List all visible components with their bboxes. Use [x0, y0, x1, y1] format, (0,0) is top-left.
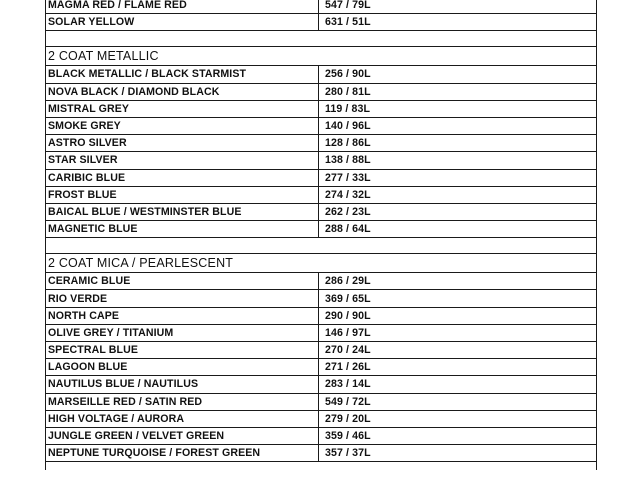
table-row: [45, 308, 597, 325]
paint-code: 547 / 79L: [325, 0, 371, 12]
paint-code: 256 / 90L: [325, 68, 371, 81]
paint-code: 631 / 51L: [325, 16, 371, 29]
table-row: [45, 342, 597, 359]
paint-code-table: [45, 0, 597, 462]
table-row: [45, 290, 597, 307]
color-name: LAGOON BLUE: [45, 359, 319, 375]
table-row: [45, 394, 597, 411]
paint-code: 270 / 24L: [325, 344, 371, 357]
table-row: [45, 152, 597, 169]
paint-code: 357 / 37L: [325, 447, 371, 460]
color-name: HIGH VOLTAGE / AURORA: [45, 411, 319, 427]
section-spacer: [45, 31, 597, 47]
table-row: [45, 0, 597, 14]
color-name: CARIBIC BLUE: [45, 170, 319, 186]
table-row: [45, 118, 597, 135]
paint-code: 283 / 14L: [325, 378, 371, 391]
table-row: [45, 359, 597, 376]
color-name: MISTRAL GREY: [45, 101, 319, 117]
color-name: BLACK METALLIC / BLACK STARMIST: [45, 66, 319, 82]
table-row: [45, 204, 597, 221]
paint-code: 279 / 20L: [325, 412, 371, 425]
table-row: [45, 428, 597, 445]
paint-code: 274 / 32L: [325, 188, 371, 201]
color-name: OLIVE GREY / TITANIUM: [45, 325, 319, 341]
table-row: [45, 273, 597, 290]
table-row: [45, 221, 597, 238]
table-row: [45, 14, 597, 31]
color-name: RIO VERDE: [45, 290, 319, 306]
color-name: MAGMA RED / FLAME RED: [45, 0, 319, 13]
table-row: [45, 445, 597, 462]
color-name: MARSEILLE RED / SATIN RED: [45, 394, 319, 410]
color-name: NOVA BLACK / DIAMOND BLACK: [45, 84, 319, 100]
color-name: SOLAR YELLOW: [45, 14, 319, 30]
color-name: JUNGLE GREEN / VELVET GREEN: [45, 428, 319, 444]
paint-code: 290 / 90L: [325, 309, 371, 322]
paint-code: 288 / 64L: [325, 223, 371, 236]
table-row: [45, 66, 597, 83]
section-heading-metallic: 2 COAT METALLIC: [45, 47, 597, 66]
color-name: NEPTUNE TURQUOISE / FOREST GREEN: [45, 445, 319, 461]
table-row: [45, 84, 597, 101]
color-name: CERAMIC BLUE: [45, 273, 319, 289]
paint-code: 138 / 88L: [325, 154, 371, 167]
color-name: MAGNETIC BLUE: [45, 221, 319, 237]
table-row: [45, 411, 597, 428]
color-name: FROST BLUE: [45, 187, 319, 203]
color-name: NORTH CAPE: [45, 308, 319, 324]
paint-code: 271 / 26L: [325, 361, 371, 374]
paint-code: 359 / 46L: [325, 430, 371, 443]
color-name: SPECTRAL BLUE: [45, 342, 319, 358]
color-name: SMOKE GREY: [45, 118, 319, 134]
paint-code: 286 / 29L: [325, 275, 371, 288]
table-row: [45, 135, 597, 152]
table-row: [45, 101, 597, 118]
table-row: [45, 170, 597, 187]
paint-code: 549 / 72L: [325, 395, 371, 408]
table-row: [45, 325, 597, 342]
color-name: ASTRO SILVER: [45, 135, 319, 151]
paint-code: 140 / 96L: [325, 120, 371, 133]
paint-code: 128 / 86L: [325, 137, 371, 150]
color-name: BAICAL BLUE / WESTMINSTER BLUE: [45, 204, 319, 220]
paint-code: 262 / 23L: [325, 205, 371, 218]
paint-code: 369 / 65L: [325, 292, 371, 305]
section-heading-mica-pearlescent: 2 COAT MICA / PEARLESCENT: [45, 254, 597, 273]
color-name: STAR SILVER: [45, 152, 319, 168]
paint-code: 277 / 33L: [325, 171, 371, 184]
table-row: [45, 187, 597, 204]
paint-code: 119 / 83L: [325, 102, 371, 115]
section-spacer: [45, 238, 597, 254]
paint-code: 280 / 81L: [325, 85, 371, 98]
color-name: NAUTILUS BLUE / NAUTILUS: [45, 376, 319, 392]
paint-code: 146 / 97L: [325, 326, 371, 339]
table-row: [45, 376, 597, 393]
